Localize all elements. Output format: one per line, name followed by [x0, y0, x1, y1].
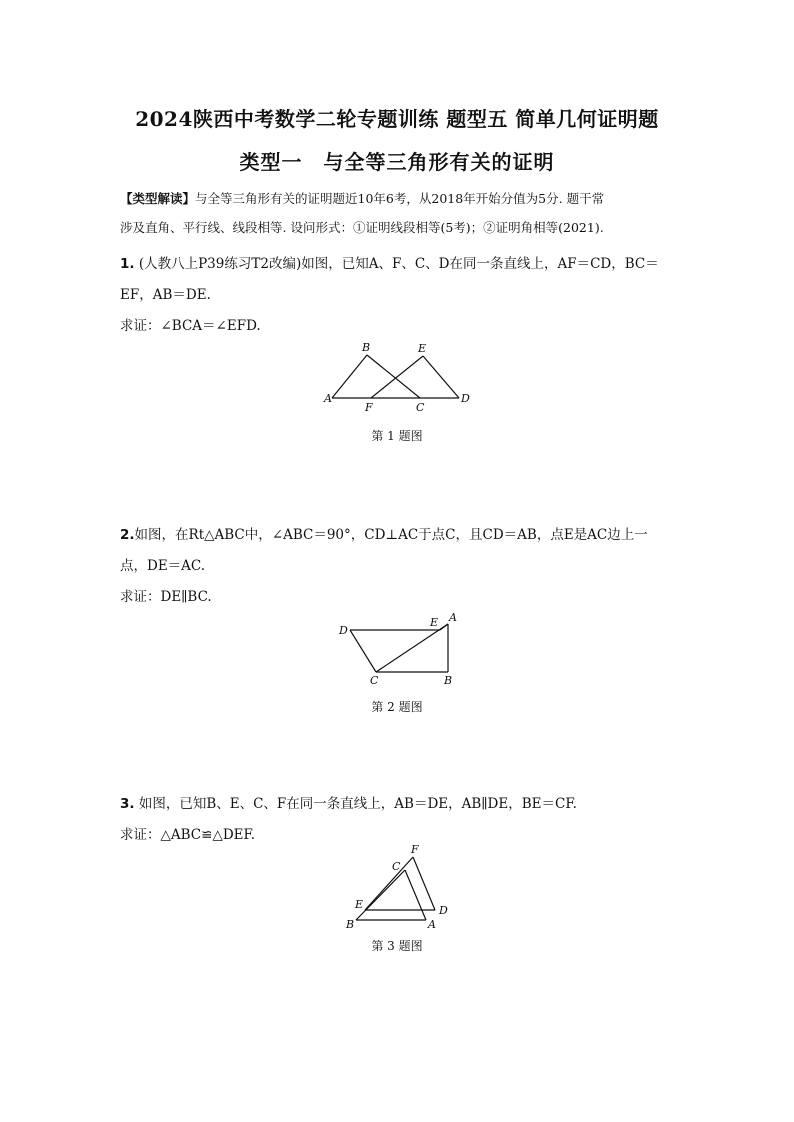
problem-2-number: 2. [120, 527, 135, 543]
problem-2-caption: 第 2 题图 [371, 700, 423, 714]
problem-1-line-2: EF，AB＝DE. [120, 287, 211, 303]
fig3-segment-fd [413, 857, 435, 910]
problem-1-caption: 第 1 题图 [371, 429, 423, 443]
fig1-label-e: E [418, 342, 427, 355]
problem-3-prove: 求证：△ABC≌△DEF. [120, 827, 256, 843]
section-subtitle: 类型一 与全等三角形有关的证明 [239, 150, 555, 174]
fig3-segment-bc [356, 870, 405, 920]
problem-1-number: 1. [120, 256, 135, 272]
fig2-label-d: D [339, 624, 348, 637]
intro-tag: 【类型解读】 [120, 191, 196, 206]
fig3-label-d: D [439, 904, 448, 917]
fig3-segment-ca [405, 870, 426, 920]
fig3-label-a: A [428, 918, 436, 931]
document-title: 2024陕西中考数学二轮专题训练 题型五 简单几何证明题 [135, 107, 659, 131]
fig3-label-f: F [411, 843, 419, 856]
fig1-label-c: C [416, 401, 425, 414]
fig2-label-e: E [430, 616, 439, 629]
fig1-label-f: F [365, 401, 373, 414]
fig2-label-b: B [444, 674, 453, 687]
problem-3-caption: 第 3 题图 [371, 939, 423, 953]
problem-3-number: 3. [120, 796, 135, 812]
fig3-label-e: E [355, 898, 364, 911]
problem-1-text-1: (人教八上P39练习T2改编)如图，已知A、F、C、D在同一条直线上，AF＝CD，BC＝ [134, 256, 659, 272]
fig1-label-a: A [324, 392, 332, 405]
intro-line-2: 涉及直角、平行线、线段相等. 设问形式：①证明线段相等(5考)；②证明角相等(2021). [120, 220, 604, 235]
problem-3-text-1: 如图，已知B、E、C、F在同一条直线上，AB＝DE，AB∥DE，BE＝CF. [134, 796, 577, 812]
fig1-label-d: D [461, 392, 470, 405]
fig2-label-c: C [370, 674, 379, 687]
fig3-label-c: C [392, 860, 401, 873]
problem-1-prove: 求证：∠BCA＝∠EFD. [120, 318, 261, 334]
fig3-label-b: B [346, 918, 355, 931]
fig2-label-a: A [449, 611, 457, 624]
problem-2-line-2: 点，DE＝AC. [120, 558, 206, 574]
intro-text-1: 与全等三角形有关的证明题近10年6考，从2018年开始分值为5分. 题干常 [195, 191, 605, 206]
problem-2-prove: 求证：DE∥BC. [120, 589, 212, 605]
problem-2-text-1: 如图，在Rt△ABC中，∠ABC＝90°，CD⊥AC于点C，且CD＝AB，点E是AC边上一 [134, 527, 648, 543]
fig1-label-b: B [362, 341, 371, 354]
fig3-segment-ef [365, 857, 413, 910]
